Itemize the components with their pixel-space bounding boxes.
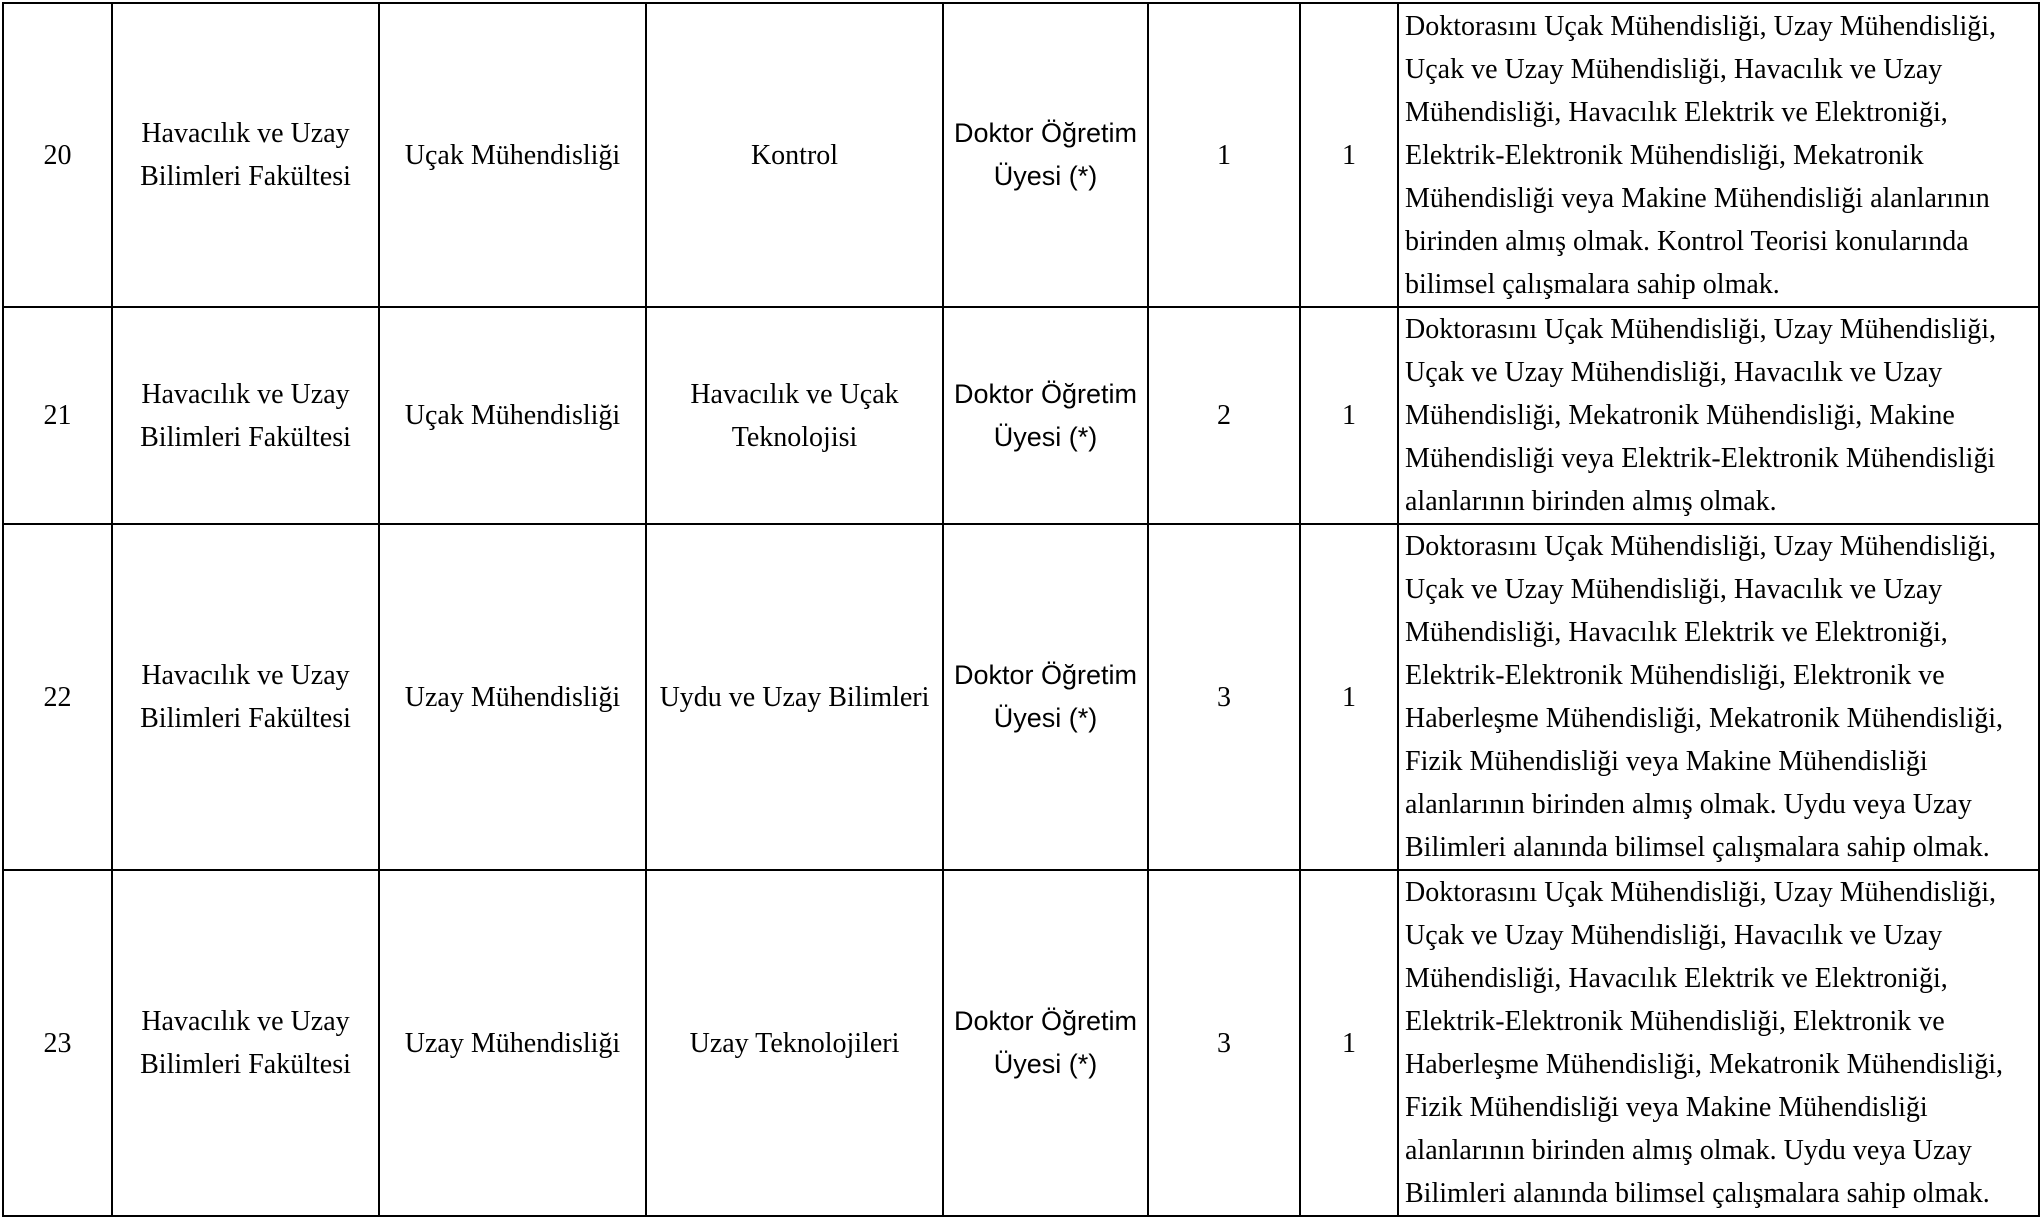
position-table [2,2,2040,1217]
department-cell: Uçak Mühendisliği [379,3,646,307]
degree-cell: 2 [1148,307,1300,524]
faculty-cell: Havacılık ve Uzay Bilimleri Fakültesi [112,307,379,524]
department-cell: Uzay Mühendisliği [379,870,646,1216]
count-cell: 1 [1300,524,1398,870]
row-number: 20 [3,3,112,307]
department-cell: Uçak Mühendisliği [379,307,646,524]
field-cell: Uydu ve Uzay Bilimleri [646,524,943,870]
row-number: 21 [3,307,112,524]
department-cell: Uzay Mühendisliği [379,524,646,870]
degree-cell: 3 [1148,524,1300,870]
table-row [3,307,2039,524]
field-cell: Kontrol [646,3,943,307]
faculty-cell: Havacılık ve Uzay Bilimleri Fakültesi [112,870,379,1216]
faculty-cell: Havacılık ve Uzay Bilimleri Fakültesi [112,3,379,307]
title-cell: Doktor Öğretim Üyesi (*) [943,307,1148,524]
count-cell: 1 [1300,3,1398,307]
title-cell: Doktor Öğretim Üyesi (*) [943,870,1148,1216]
table-row [3,524,2039,870]
requirements-cell: Doktorasını Uçak Mühendisliği, Uzay Mühendisliği, Uçak ve Uzay Mühendisliği, Havacılık ve Uzay Mühendisliği, Mekatronik Mühendisliği, Makine Mühendisliği veya Elektrik-Elektronik Mühendisliği alanlarının birinden almış olmak. [1398,307,2039,524]
requirements-cell: Doktorasını Uçak Mühendisliği, Uzay Mühendisliği, Uçak ve Uzay Mühendisliği, Havacılık ve Uzay Mühendisliği, Havacılık Elektrik ve Elektroniği, Elektrik-Elektronik Mühendisliği, Elektronik ve Haberleşme Mühendisliği, Mekatronik Mühendisliği, Fizik Mühendisliği veya Makine Mühendisliği alanlarının birinden almış olmak. Uydu veya Uzay Bilimleri alanında bilimsel çalışmalara sahip olmak. [1398,524,2039,870]
faculty-cell: Havacılık ve Uzay Bilimleri Fakültesi [112,524,379,870]
requirements-cell: Doktorasını Uçak Mühendisliği, Uzay Mühendisliği, Uçak ve Uzay Mühendisliği, Havacılık ve Uzay Mühendisliği, Havacılık Elektrik ve Elektroniği, Elektrik-Elektronik Mühendisliği, Mekatronik Mühendisliği veya Makine Mühendisliği alanlarının birinden almış olmak. Kontrol Teorisi konularında bilimsel çalışmalara sahip olmak. [1398,3,2039,307]
title-cell: Doktor Öğretim Üyesi (*) [943,524,1148,870]
row-number: 22 [3,524,112,870]
table-row [3,870,2039,1216]
degree-cell: 3 [1148,870,1300,1216]
degree-cell: 1 [1148,3,1300,307]
count-cell: 1 [1300,307,1398,524]
requirements-cell: Doktorasını Uçak Mühendisliği, Uzay Mühendisliği, Uçak ve Uzay Mühendisliği, Havacılık ve Uzay Mühendisliği, Havacılık Elektrik ve Elektroniği, Elektrik-Elektronik Mühendisliği, Elektronik ve Haberleşme Mühendisliği, Mekatronik Mühendisliği, Fizik Mühendisliği veya Makine Mühendisliği alanlarının birinden almış olmak. Uydu veya Uzay Bilimleri alanında bilimsel çalışmalara sahip olmak. [1398,870,2039,1216]
count-cell: 1 [1300,870,1398,1216]
table-row [3,3,2039,307]
row-number: 23 [3,870,112,1216]
field-cell: Havacılık ve Uçak Teknolojisi [646,307,943,524]
field-cell: Uzay Teknolojileri [646,870,943,1216]
title-cell: Doktor Öğretim Üyesi (*) [943,3,1148,307]
